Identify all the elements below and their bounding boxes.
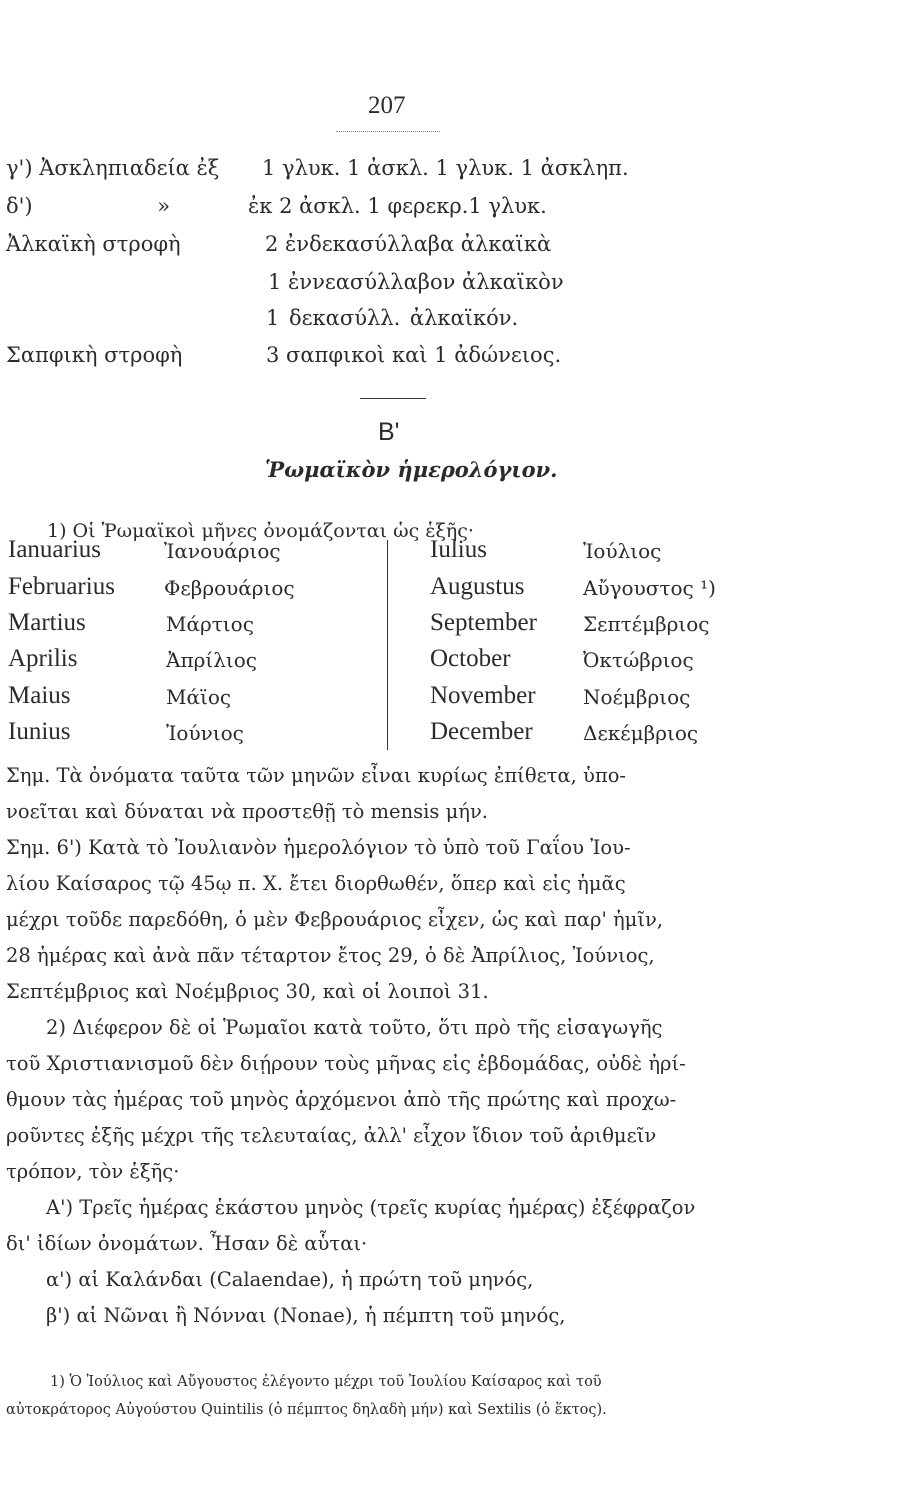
meter-label: γ') Ἀσκληπιαδεία ἐξ (6, 156, 220, 180)
body-line: τοῦ Χριστιανισμοῦ δὲν διῄρουν τοὺς μῆνας εἰς ἑβδομάδας, οὐδὲ ἠρί- (6, 1052, 686, 1075)
section-title: Ῥωμαϊκὸν ἡμερολόγιον. (265, 457, 558, 482)
body-line: λίου Καίσαρος τῷ 45ῳ π. Χ. ἔτει διορθωθέν, ὅπερ καὶ εἰς ἡμᾶς (6, 872, 626, 895)
body-line: νοεῖται καὶ δύναται νὰ προστεθῇ τὸ mensis μήν. (6, 800, 488, 823)
month-greek: Ἰούλιος (583, 539, 662, 563)
month-latin: October (430, 645, 511, 672)
month-greek: Ἰανουάριος (164, 539, 281, 563)
body-line: 2) Διέφερον δὲ οἱ Ῥωμαῖοι κατὰ τοῦτο, ὅτι πρὸ τῆς εἰσαγωγῆς (46, 1016, 663, 1039)
month-greek: Σεπτέμβριος (583, 612, 710, 636)
meter-desc: 1 δεκασύλλ. ἀλκαϊκόν. (266, 306, 519, 330)
body-line: θμουν τὰς ἡμέρας τοῦ μηνὸς ἀρχόμενοι ἀπὸ τῆς πρώτης καὶ προχω- (6, 1088, 677, 1111)
body-line: Σημ. 6') Κατὰ τὸ Ἰουλιανὸν ἡμερολόγιον τὸ ὑπὸ τοῦ Γαΐου Ἰου- (6, 836, 631, 859)
page-number: 207 (368, 92, 406, 119)
footnote-line: αὐτοκράτορος Αὐγούστου Quintilis (ὁ πέμπτος δηλαδὴ μήν) καὶ Sextilis (ὁ ἕκτος). (6, 1402, 607, 1418)
body-line: ροῦντες ἐξῆς μέχρι τῆς τελευταίας, ἀλλ' εἶχον ἴδιον τοῦ ἀριθμεῖν (6, 1124, 657, 1147)
meter-desc: 3 σαπφικοὶ καὶ 1 ἀδώνειος. (266, 343, 562, 367)
body-line: β') αἱ Νῶναι ἢ Νόνναι (Nonae), ἡ πέμπτη τοῦ μηνός, (46, 1304, 566, 1327)
section-letter: Β' (378, 418, 400, 446)
month-greek: Μάϊος (166, 685, 232, 709)
body-line: Σημ. Τὰ ὀνόματα ταῦτα τῶν μηνῶν εἶναι κυρίως ἐπίθετα, ὑπο- (6, 764, 627, 787)
month-latin: Maius (8, 682, 71, 709)
month-greek: Δεκέμβριος (583, 721, 699, 745)
section-divider (360, 398, 426, 399)
meter-label: Ἀλκαϊκὴ στροφὴ (6, 232, 181, 256)
meter-desc: 2 ἐνδεκασύλλαβα ἀλκαϊκὰ (265, 232, 552, 256)
month-latin: November (430, 682, 536, 709)
month-latin: Aprilis (8, 645, 78, 672)
month-latin: Ianuarius (8, 536, 102, 563)
intro-line: 1) Οἱ Ῥωμαϊκοὶ μῆνες ὀνομάζονται ὡς ἑξῆς· (47, 520, 474, 542)
month-latin: Iunius (8, 718, 71, 745)
meter-desc: 1 ἐννεασύλλαβον ἀλκαϊκὸν (268, 270, 564, 294)
month-latin: December (430, 718, 533, 745)
meter-label: δ') » (6, 194, 171, 218)
body-line: Α') Τρεῖς ἡμέρας ἑκάστου μηνὸς (τρεῖς κυρίας ἡμέρας) ἐξέφραζον (46, 1196, 696, 1219)
month-greek: Αὔγουστος ¹) (583, 576, 716, 600)
body-line: 28 ἡμέρας καὶ ἀνὰ πᾶν τέταρτον ἔτος 29, ὁ δὲ Ἀπρίλιος, Ἰούνιος, (6, 944, 655, 967)
body-line: δι' ἰδίων ὀνομάτων. Ἦσαν δὲ αὗται· (6, 1232, 368, 1255)
footnote-line: 1) Ὁ Ἰούλιος καὶ Αὔγουστος ἐλέγοντο μέχρι τοῦ Ἰουλίου Καίσαρος καὶ τοῦ (50, 1374, 602, 1390)
month-latin: September (430, 609, 537, 636)
meter-desc: 1 γλυκ. 1 ἀσκλ. 1 γλυκ. 1 ἀσκληπ. (262, 156, 629, 180)
table-column-divider (387, 540, 388, 750)
body-line: τρόπον, τὸν ἑξῆς· (6, 1160, 180, 1183)
body-line: α') αἱ Καλάνδαι (Calaendae), ἡ πρώτη τοῦ μηνός, (46, 1268, 534, 1291)
month-latin: Iulius (430, 536, 487, 563)
month-latin: Februarius (8, 573, 115, 600)
meter-label: Σαπφικὴ στροφὴ (6, 343, 183, 367)
month-greek: Ἰούνιος (166, 721, 244, 745)
meter-desc: ἐκ 2 ἀσκλ. 1 φερεκρ.1 γλυκ. (248, 194, 547, 218)
page-number-divider (336, 131, 440, 132)
month-greek: Φεβρουάριος (164, 576, 295, 600)
month-greek: Μάρτιος (166, 612, 254, 636)
body-line: μέχρι τοῦδε παρεδόθη, ὁ μὲν Φεβρουάριος εἶχεν, ὡς καὶ παρ' ἡμῖν, (6, 908, 664, 931)
body-line: Σεπτέμβριος καὶ Νοέμβριος 30, καὶ οἱ λοιποὶ 31. (6, 980, 489, 1003)
month-greek: Ὀκτώβριος (583, 648, 694, 672)
month-greek: Ἀπρίλιος (166, 648, 257, 672)
month-greek: Νοέμβριος (583, 685, 691, 709)
month-latin: Martius (8, 609, 86, 636)
month-latin: Augustus (430, 573, 525, 600)
